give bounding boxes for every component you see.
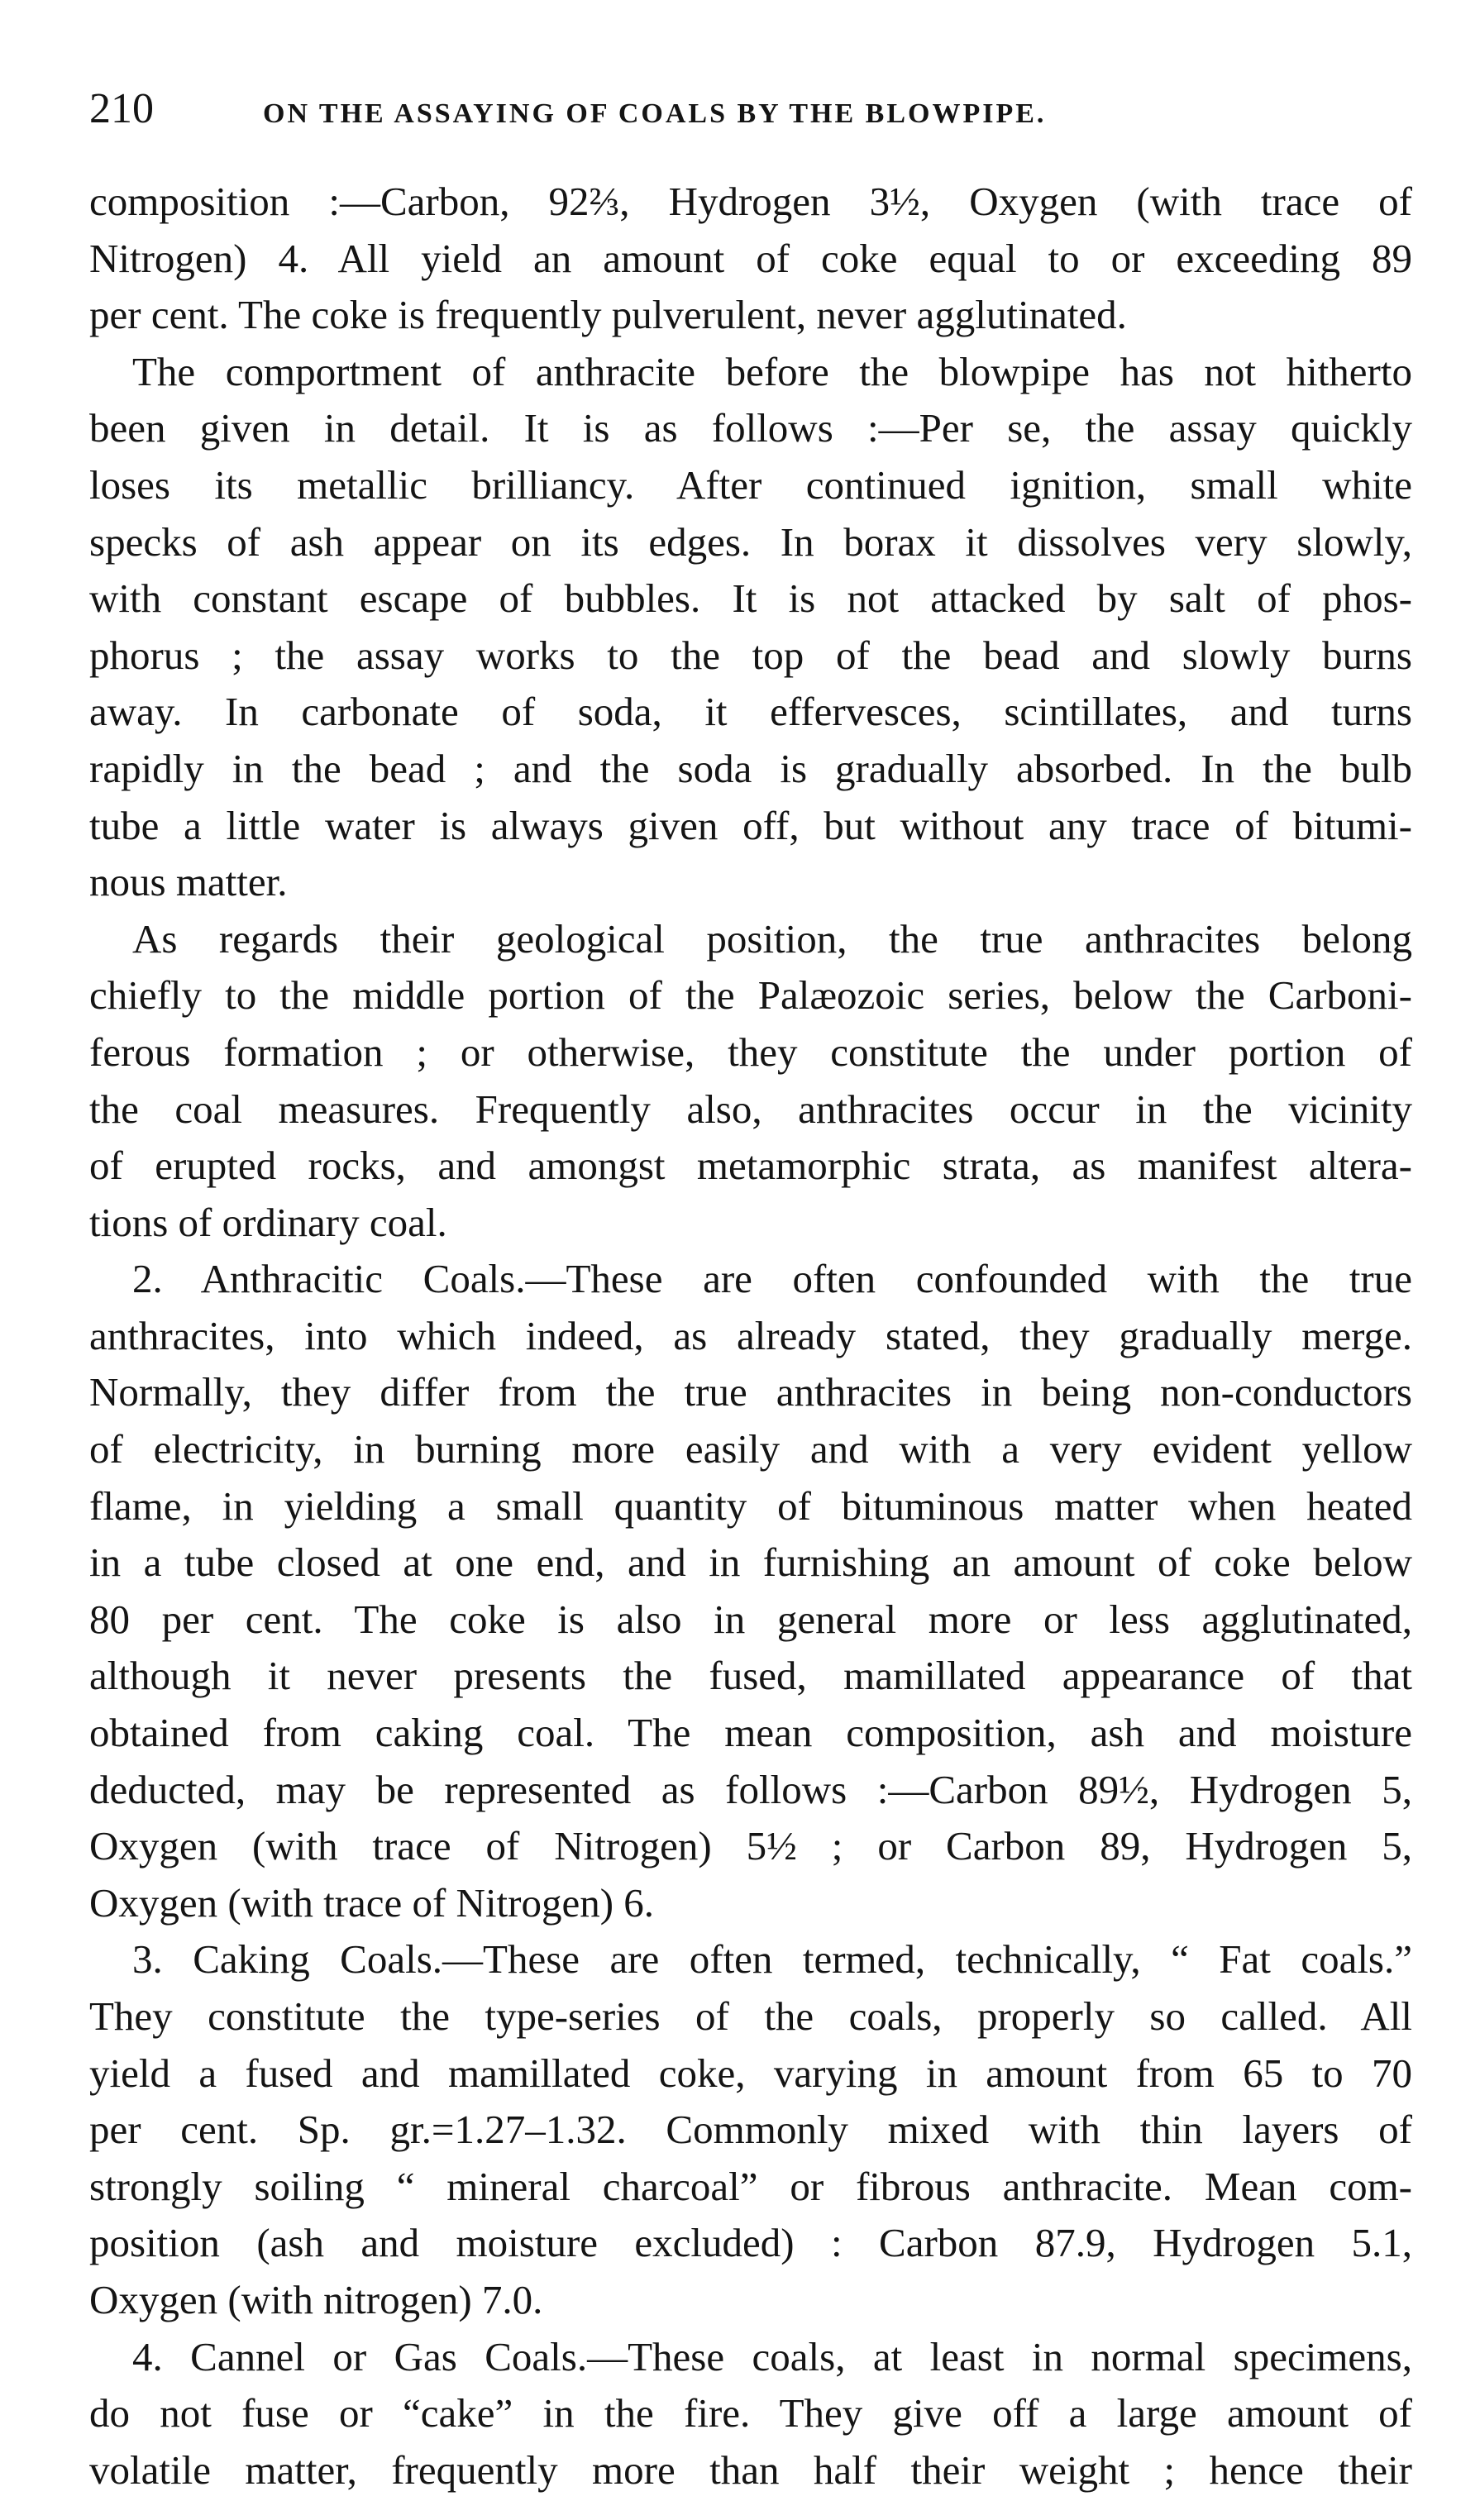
text-line: chiefly to the middle portion of the Palæozoic series, below the Carboni- — [89, 972, 1412, 1019]
text-line: loses its metallic brilliancy. After continued ignition, small white — [89, 461, 1412, 508]
text-line: 2. Anthracitic Coals.—These are often confounded with the true — [132, 1256, 1412, 1302]
text-line: flame, in yielding a small quantity of bituminous matter when heated — [89, 1482, 1412, 1529]
text-line: the coal measures. Frequently also, anthracites occur in the vicinity — [89, 1086, 1412, 1132]
text-line: volatile matter, frequently more than half their weight ; hence their — [89, 2446, 1412, 2493]
text-line: with constant escape of bubbles. It is not attacked by salt of phos- — [89, 575, 1412, 622]
text-line: 3. Caking Coals.—These are often termed, technically, “ Fat coals.” — [132, 1936, 1412, 1983]
text-line: Oxygen (with trace of Nitrogen) 6. — [89, 1879, 655, 1926]
text-line: anthracites, into which indeed, as already stated, they gradually merge. — [89, 1312, 1412, 1358]
text-line: 80 per cent. The coke is also in general more or less agglutinated, — [89, 1596, 1412, 1642]
page-header — [89, 76, 1412, 142]
text-line: although it never presents the fused, mamillated appearance of that — [89, 1653, 1412, 1699]
text-line: obtained from caking coal. The mean composition, ash and moisture — [89, 1710, 1412, 1756]
text-line: per cent. Sp. gr.=1.27–1.32. Commonly mixed with thin layers of — [89, 2107, 1412, 2153]
text-line: They constitute the type-series of the coals, properly so called. All — [89, 1993, 1412, 2039]
text-line: of electricity, in burning more easily and with a very evident yellow — [89, 1426, 1412, 1472]
text-line: deducted, may be represented as follows :—Carbon 89½, Hydrogen 5, — [89, 1766, 1412, 1812]
text-line: position (ash and moisture excluded) : Carbon 87.9, Hydrogen 5.1, — [89, 2220, 1412, 2266]
text-line: Oxygen (with trace of Nitrogen) 5½ ; or Carbon 89, Hydrogen 5, — [89, 1823, 1412, 1869]
text-line: Oxygen (with nitrogen) 7.0. — [89, 2276, 543, 2322]
text-line: As regards their geological position, the true anthracites belong — [132, 915, 1412, 962]
text-line: tube a little water is always given off, but without any trace of bitumi- — [89, 802, 1412, 848]
text-line: been given in detail. It is as follows :—Per se, the assay quickly — [89, 405, 1412, 451]
text-line: yield a fused and mamillated coke, varying in amount from 65 to 70 — [89, 2050, 1412, 2096]
text-line: phorus ; the assay works to the top of the bead and slowly burns — [89, 632, 1412, 678]
text-line: in a tube closed at one end, and in furnishing an amount of coke below — [89, 1539, 1412, 1586]
text-line: Normally, they differ from the true anthracites in being non-conductors — [89, 1369, 1412, 1415]
text-line: of erupted rocks, and amongst metamorphic strata, as manifest altera- — [89, 1143, 1412, 1189]
text-line: 4. Cannel or Gas Coals.—These coals, at least in normal specimens, — [132, 2333, 1412, 2379]
text-line: strongly soiling “ mineral charcoal” or fibrous anthracite. Mean com- — [89, 2163, 1412, 2209]
text-line: ferous formation ; or otherwise, they constitute the under portion of — [89, 1029, 1412, 1075]
text-line: rapidly in the bead ; and the soda is gradually absorbed. In the bulb — [89, 745, 1412, 791]
page-number: 210 — [89, 85, 154, 132]
text-line: per cent. The coke is frequently pulverulent, never agglutinated. — [89, 292, 1127, 338]
text-line: nous matter. — [89, 859, 288, 905]
text-line: tions of ordinary coal. — [89, 1199, 447, 1245]
body-text — [89, 174, 1412, 2499]
text-line: composition :—Carbon, 92⅔, Hydrogen 3½, Oxygen (with trace of — [89, 179, 1412, 224]
running-head: ON THE ASSAYING OF COALS BY THE BLOWPIPE. — [263, 98, 1047, 129]
text-line: The comportment of anthracite before the blowpipe has not hitherto — [132, 348, 1412, 394]
text-line: specks of ash appear on its edges. In borax it dissolves very slowly, — [89, 518, 1412, 565]
text-line: away. In carbonate of soda, it effervesces, scintillates, and turns — [89, 689, 1412, 735]
text-line: do not fuse or “cake” in the fire. They give off a large amount of — [89, 2390, 1412, 2436]
text-line: Nitrogen) 4. All yield an amount of coke equal to or exceeding 89 — [89, 235, 1412, 281]
